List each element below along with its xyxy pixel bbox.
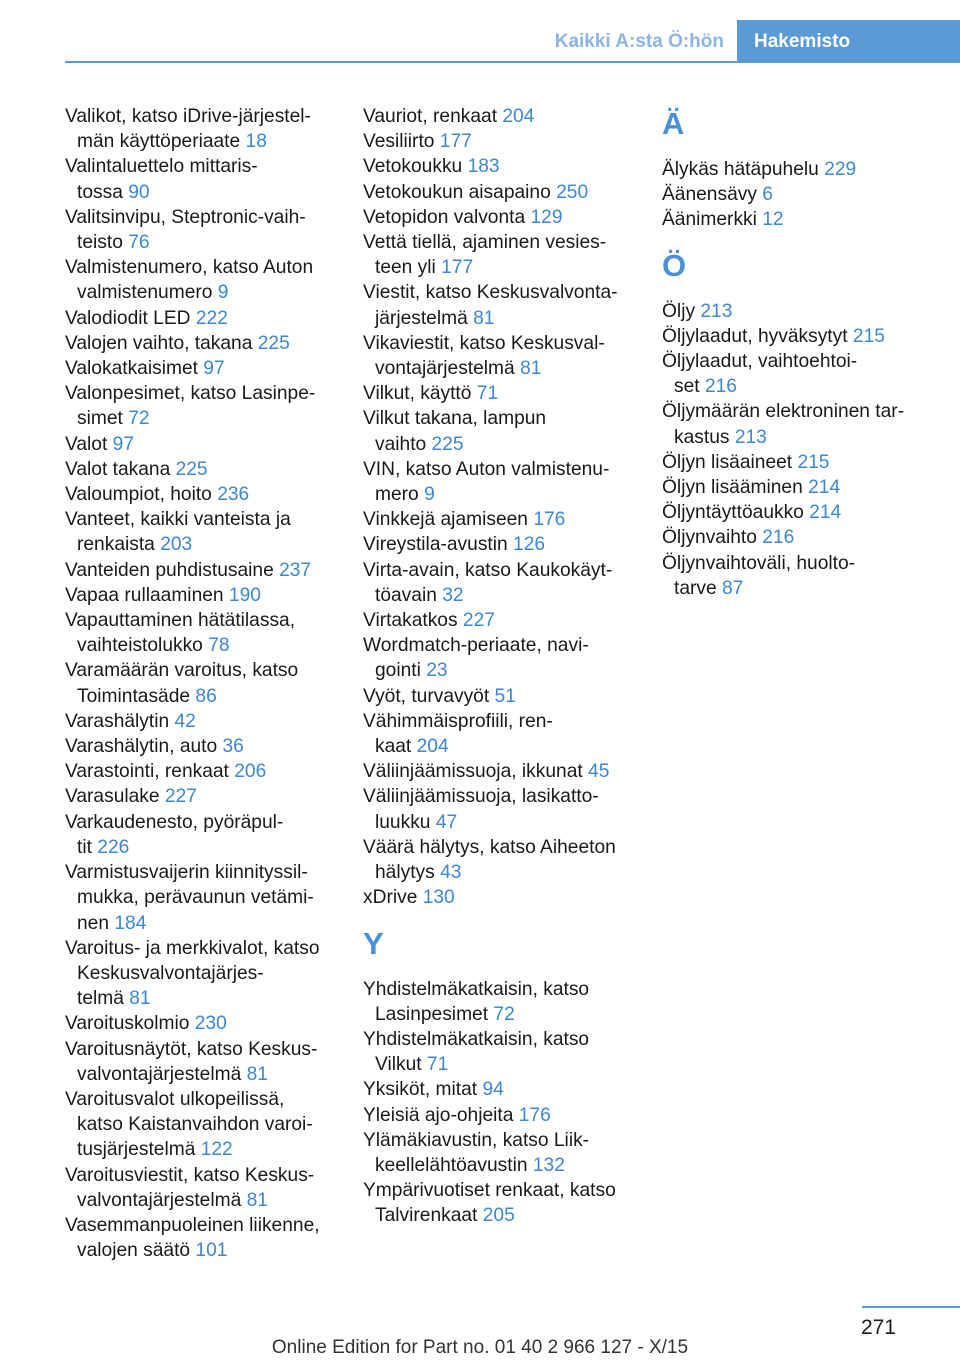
page-link[interactable]: 71 xyxy=(426,1054,449,1076)
entry-text: Vapaa rullaaminen xyxy=(65,584,224,606)
entry-text: Valokatkaisimet xyxy=(65,358,198,380)
entry-text: Vanteet, kaikki vanteista ja xyxy=(65,509,291,531)
page-link[interactable]: 215 xyxy=(852,325,885,347)
entry-text: Valojen vaihto, takana xyxy=(65,332,253,354)
index-entry xyxy=(662,551,952,601)
index-letter-heading: Ö xyxy=(662,247,687,283)
entry-text: Vilkut, käyttö xyxy=(363,383,472,405)
index-entry xyxy=(363,1027,643,1077)
entry-text: Valot xyxy=(65,433,108,455)
entry-text: set xyxy=(674,376,700,398)
page-link[interactable]: 87 xyxy=(722,577,744,599)
page-link[interactable]: 78 xyxy=(208,635,230,657)
entry-text: Virtakatkos xyxy=(363,610,458,632)
page-link[interactable]: 18 xyxy=(245,131,267,153)
header-section-tab: Hakemisto xyxy=(737,20,960,63)
entry-text: Ylämäkiavustin, katso Liik- xyxy=(363,1129,590,1151)
page-link[interactable]: 225 xyxy=(175,458,208,480)
index-entry xyxy=(65,356,345,381)
index-letter-heading: Ä xyxy=(662,106,685,141)
entry-text: Vikaviestit, katso Keskusval- xyxy=(363,332,605,354)
index-entry xyxy=(65,205,345,255)
index-entry xyxy=(65,104,345,154)
entry-text: Varoituskolmio xyxy=(65,1013,190,1035)
page-link[interactable]: 203 xyxy=(160,534,193,556)
index-entry xyxy=(363,381,643,406)
index-entry xyxy=(65,1163,345,1213)
index-entry xyxy=(65,709,345,734)
page-link[interactable]: 36 xyxy=(222,736,244,758)
entry-text: VIN, katso Auton valmistenu- xyxy=(363,458,610,480)
entry-text: Valot takana xyxy=(65,458,171,480)
index-entry xyxy=(363,507,643,532)
index-entry xyxy=(363,331,643,381)
index-entry xyxy=(65,583,345,608)
index-column-1 xyxy=(65,104,345,1263)
entry-text: Vireystila-avustin xyxy=(363,534,508,556)
entry-text: Varoitusnäytöt, katso Keskus- xyxy=(65,1038,318,1060)
page-link[interactable]: 227 xyxy=(462,610,495,632)
entry-text: Öljylaadut, hyväksytyt xyxy=(662,325,848,347)
index-entry xyxy=(65,255,345,305)
entry-text: Väliinjäämissuoja, ikkunat xyxy=(363,761,583,783)
entry-text: katso Kaistanvaihdon varoi- xyxy=(77,1114,313,1136)
entry-text: Vesiliirto xyxy=(363,131,435,153)
page-link[interactable]: 97 xyxy=(203,358,225,380)
index-entry xyxy=(363,129,643,154)
entry-text: renkaista xyxy=(77,534,155,556)
entry-text: Varoitusviestit, katso Keskus- xyxy=(65,1164,315,1186)
entry-text: kastus xyxy=(674,426,730,448)
entry-text: tossa xyxy=(77,181,123,203)
index-entry xyxy=(65,507,345,557)
page-link[interactable]: 51 xyxy=(494,685,516,707)
entry-text: mukka, perävaunun vetämi- xyxy=(77,887,314,909)
entry-text: tusjärjestelmä xyxy=(77,1139,196,1161)
page-link[interactable]: 94 xyxy=(482,1079,504,1101)
page-link[interactable]: 214 xyxy=(809,502,842,524)
entry-text: Öljyntäyttöaukko xyxy=(662,502,804,524)
entry-text: keellelähtöavustin xyxy=(375,1154,528,1176)
index-entry xyxy=(65,558,345,583)
entry-text: Älykäs hätäpuhelu xyxy=(662,159,819,180)
page-link[interactable]: 205 xyxy=(482,1205,515,1227)
page-link[interactable]: 222 xyxy=(195,307,228,329)
entry-text: Öljyn lisäaineet xyxy=(662,451,793,473)
index-column-3 xyxy=(662,104,952,601)
index-entry xyxy=(65,860,345,936)
page-link[interactable]: 206 xyxy=(234,761,267,783)
page-link[interactable]: 213 xyxy=(700,300,733,322)
page-link[interactable]: 177 xyxy=(439,131,472,153)
page-link[interactable]: 43 xyxy=(440,862,462,884)
index-entry xyxy=(363,835,643,885)
entry-text: luukku xyxy=(375,811,431,833)
index-entry xyxy=(363,406,643,456)
entry-text: Varamäärän varoitus, katso xyxy=(65,660,299,682)
header-chapter-title: Kaikki A:sta Ö:hön xyxy=(554,31,724,52)
page-link[interactable]: 81 xyxy=(246,1063,268,1085)
entry-text: valmistenumero xyxy=(77,282,213,304)
index-entry xyxy=(363,1077,643,1102)
entry-text: Vetopidon valvonta xyxy=(363,206,526,228)
entry-text: Äänensävy xyxy=(662,184,757,206)
entry-text: valvontajärjestelmä xyxy=(77,1189,242,1211)
index-entry xyxy=(65,331,345,356)
index-entry xyxy=(662,157,952,182)
entry-text: vontajärjestelmä xyxy=(375,358,515,380)
entry-text: Vetokoukku xyxy=(363,156,463,178)
page-number: 271 xyxy=(860,1316,896,1339)
entry-text: valvontajärjestelmä xyxy=(77,1063,242,1085)
entry-text: Viestit, katso Keskusvalvonta- xyxy=(363,282,618,304)
entry-text: Vetokoukun aisapaino xyxy=(363,181,551,203)
footer-rule xyxy=(862,1306,960,1308)
entry-text: Valikot, katso iDrive-järjestel- xyxy=(65,106,311,127)
entry-text: Valintaluettelo mittaris- xyxy=(65,156,258,178)
index-entry xyxy=(65,784,345,809)
index-entry xyxy=(662,500,952,525)
page-link[interactable]: 45 xyxy=(588,761,610,783)
section-spacer xyxy=(363,911,643,924)
entry-text: töavain xyxy=(375,584,437,606)
index-entry xyxy=(662,207,952,232)
page-link[interactable]: 190 xyxy=(228,584,261,606)
entry-text: Valitsinvipu, Steptronic-vaih- xyxy=(65,206,306,228)
page-link[interactable]: 6 xyxy=(762,184,773,206)
entry-text: Öljymäärän elektroninen tar- xyxy=(662,401,905,423)
index-entry xyxy=(363,608,643,633)
entry-text: Yleisiä ajo-ohjeita xyxy=(363,1104,514,1126)
entry-text: Varasulake xyxy=(65,786,160,808)
index-entry xyxy=(65,1087,345,1163)
index-entry xyxy=(65,306,345,331)
index-entry xyxy=(363,1128,643,1178)
index-entry xyxy=(363,180,643,205)
page-link[interactable]: 176 xyxy=(518,1104,551,1126)
page-link[interactable]: 126 xyxy=(513,534,546,556)
entry-text: Öljylaadut, vaihtoehtoi- xyxy=(662,351,858,373)
entry-text: Varashälytin, auto xyxy=(65,736,218,758)
entry-text: Öljynvaihto xyxy=(662,527,757,549)
entry-text: män käyttöperiaate xyxy=(77,131,241,153)
index-entry xyxy=(65,1011,345,1036)
index-entry xyxy=(65,1213,345,1263)
entry-text: Varashälytin xyxy=(65,710,170,732)
page-link[interactable]: 72 xyxy=(493,1003,515,1025)
entry-text: Varmistusvaijerin kiinnityssil- xyxy=(65,862,308,884)
page-link[interactable]: 86 xyxy=(195,685,217,707)
index-entry xyxy=(65,457,345,482)
header-rule xyxy=(65,61,960,63)
page-link[interactable]: 9 xyxy=(424,484,435,506)
entry-text: Vinkkejä ajamiseen xyxy=(363,509,528,531)
entry-text: Wordmatch-periaate, navi- xyxy=(363,635,589,657)
entry-text: vaihto xyxy=(375,433,427,455)
entry-text: Valoumpiot, hoito xyxy=(65,484,212,506)
entry-text: Toimintasäde xyxy=(77,685,191,707)
index-entry xyxy=(662,475,952,500)
page-link[interactable]: 176 xyxy=(533,509,566,531)
entry-text: valojen säätö xyxy=(77,1240,191,1262)
page-link[interactable]: 90 xyxy=(128,181,150,203)
entry-text: Valonpesimet, katso Lasinpe- xyxy=(65,383,316,405)
index-entry xyxy=(662,450,952,475)
entry-text: telmä xyxy=(77,988,124,1010)
entry-text: Vilkut takana, lampun xyxy=(363,408,547,430)
index-entry xyxy=(363,558,643,608)
entry-text: Lasinpesimet xyxy=(375,1003,489,1025)
index-entry xyxy=(363,457,643,507)
entry-text: Varkaudenesto, pyöräpul- xyxy=(65,811,284,833)
page-link[interactable]: 213 xyxy=(734,426,767,448)
index-entry xyxy=(363,977,643,1027)
page-link[interactable]: 71 xyxy=(476,383,499,405)
index-entry xyxy=(65,936,345,1012)
page-link[interactable]: 214 xyxy=(808,477,841,499)
index-entry xyxy=(662,324,952,349)
page-link[interactable]: 237 xyxy=(279,559,312,581)
entry-text: Vasemmanpuoleinen liikenne, xyxy=(65,1214,320,1236)
entry-text: mero xyxy=(375,484,419,506)
page-link[interactable]: 204 xyxy=(502,106,535,127)
entry-text: Valmistenumero, katso Auton xyxy=(65,257,314,279)
page-link[interactable]: 81 xyxy=(246,1189,268,1211)
entry-text: Keskusvalvontajärjes- xyxy=(77,962,264,984)
index-entry xyxy=(65,482,345,507)
page-link[interactable]: 184 xyxy=(114,912,147,934)
entry-text: Väärä hälytys, katso Aiheeton xyxy=(363,836,616,858)
entry-text: hälytys xyxy=(375,862,435,884)
entry-text: Vilkut xyxy=(375,1054,422,1076)
page-link[interactable]: 81 xyxy=(129,988,151,1010)
index-entry xyxy=(363,885,643,910)
index-entry xyxy=(65,734,345,759)
entry-text: teen yli xyxy=(375,257,436,279)
index-entry xyxy=(363,633,643,683)
page-link[interactable]: 129 xyxy=(530,206,563,228)
page-link[interactable]: 177 xyxy=(441,257,474,279)
index-entry xyxy=(662,399,952,449)
entry-text: xDrive xyxy=(363,887,418,909)
entry-text: Vettä tiellä, ajaminen vesies- xyxy=(363,232,607,254)
page-link[interactable]: 225 xyxy=(257,332,290,354)
index-entry xyxy=(65,810,345,860)
footer-edition: Online Edition for Part no. 01 40 2 966 127 - X/15 xyxy=(271,1337,689,1358)
section-spacer xyxy=(662,233,952,246)
page-link[interactable]: 23 xyxy=(426,660,448,682)
entry-text: Yksiköt, mitat xyxy=(363,1079,478,1101)
page-link[interactable]: 226 xyxy=(97,836,130,858)
page-link[interactable]: 229 xyxy=(824,159,857,180)
index-entry xyxy=(363,532,643,557)
index-entry xyxy=(363,230,643,280)
entry-text: Ympärivuotiset renkaat, katso xyxy=(363,1180,616,1202)
entry-text: Talvirenkaat xyxy=(375,1205,478,1227)
page-link[interactable]: 32 xyxy=(442,584,464,606)
entry-text: Varoitusvalot ulkopeilissä, xyxy=(65,1088,285,1110)
page-link[interactable]: 250 xyxy=(556,181,589,203)
index-entry xyxy=(363,104,643,129)
entry-text: Virta-avain, katso Kaukokäyt- xyxy=(363,559,613,581)
entry-text: kaat xyxy=(375,736,412,758)
index-letter-heading: Y xyxy=(363,925,384,961)
entry-text: Äänimerkki xyxy=(662,209,757,231)
index-entry xyxy=(65,658,345,708)
index-column-2 xyxy=(363,104,643,1229)
page-link[interactable]: 225 xyxy=(431,433,464,455)
page-link[interactable]: 72 xyxy=(128,408,150,430)
page-link[interactable]: 81 xyxy=(473,307,495,329)
index-entry xyxy=(662,182,952,207)
index-entry xyxy=(65,432,345,457)
entry-text: teisto xyxy=(77,232,123,254)
index-entry xyxy=(363,154,643,179)
index-entry xyxy=(662,299,952,324)
page-link[interactable]: 81 xyxy=(520,358,542,380)
entry-text: Väliinjäämissuoja, lasikatto- xyxy=(363,786,599,808)
entry-text: Valodiodit LED xyxy=(65,307,191,329)
page-link[interactable]: 204 xyxy=(416,736,449,758)
index-entry xyxy=(363,759,643,784)
index-entry xyxy=(363,280,643,330)
entry-text: Vähimmäisprofiili, ren- xyxy=(363,710,553,732)
entry-text: Varoitus- ja merkkivalot, katso xyxy=(65,937,320,959)
entry-text: Öljyn lisääminen xyxy=(662,477,803,499)
page-link[interactable]: 216 xyxy=(704,376,737,398)
page-link[interactable]: 42 xyxy=(174,710,196,732)
page-link[interactable]: 76 xyxy=(128,232,150,254)
index-entry xyxy=(363,684,643,709)
page-link[interactable]: 132 xyxy=(532,1154,565,1176)
page-link[interactable]: 101 xyxy=(195,1240,228,1262)
page-link[interactable]: 215 xyxy=(797,451,830,473)
index-entry xyxy=(65,1037,345,1087)
page-link[interactable]: 97 xyxy=(112,433,134,455)
page-link[interactable]: 216 xyxy=(762,527,795,549)
page-link[interactable]: 183 xyxy=(467,156,500,178)
entry-text: tarve xyxy=(674,577,717,599)
entry-text: Yhdistelmäkatkaisin, katso xyxy=(363,978,590,1000)
entry-text: Öljynvaihtoväli, huolto- xyxy=(662,552,856,574)
index-entry xyxy=(363,709,643,759)
index-entry xyxy=(363,205,643,230)
entry-text: gointi xyxy=(375,660,421,682)
page-link[interactable]: 130 xyxy=(422,887,455,909)
entry-text: Vanteiden puhdistusaine xyxy=(65,559,274,581)
page-link[interactable]: 47 xyxy=(435,811,458,833)
entry-text: Öljy xyxy=(662,300,696,322)
index-entry xyxy=(363,1178,643,1228)
index-entry xyxy=(363,784,643,834)
entry-text: Varastointi, renkaat xyxy=(65,761,229,783)
index-entry xyxy=(363,1103,643,1128)
entry-text: nen xyxy=(77,912,110,934)
index-entry xyxy=(662,349,952,399)
entry-text: Vauriot, renkaat xyxy=(363,106,498,127)
entry-text: järjestelmä xyxy=(375,307,468,329)
index-entry xyxy=(65,381,345,431)
index-entry xyxy=(65,759,345,784)
entry-text: Vapauttaminen hätätilassa, xyxy=(65,610,296,632)
index-entry xyxy=(662,525,952,550)
entry-text: simet xyxy=(77,408,123,430)
page-link[interactable]: 9 xyxy=(217,282,229,304)
index-entry xyxy=(65,608,345,658)
entry-text: Vyöt, turvavyöt xyxy=(363,685,490,707)
page-link[interactable]: 12 xyxy=(762,209,784,231)
index-entry xyxy=(65,154,345,204)
entry-text: vaihteistolukko xyxy=(77,635,203,657)
entry-text: Yhdistelmäkatkaisin, katso xyxy=(363,1028,590,1050)
page-link[interactable]: 236 xyxy=(217,484,250,506)
page-link[interactable]: 230 xyxy=(194,1013,227,1035)
entry-text: tit xyxy=(77,836,92,858)
page-link[interactable]: 122 xyxy=(200,1139,233,1161)
page-link[interactable]: 227 xyxy=(164,786,197,808)
